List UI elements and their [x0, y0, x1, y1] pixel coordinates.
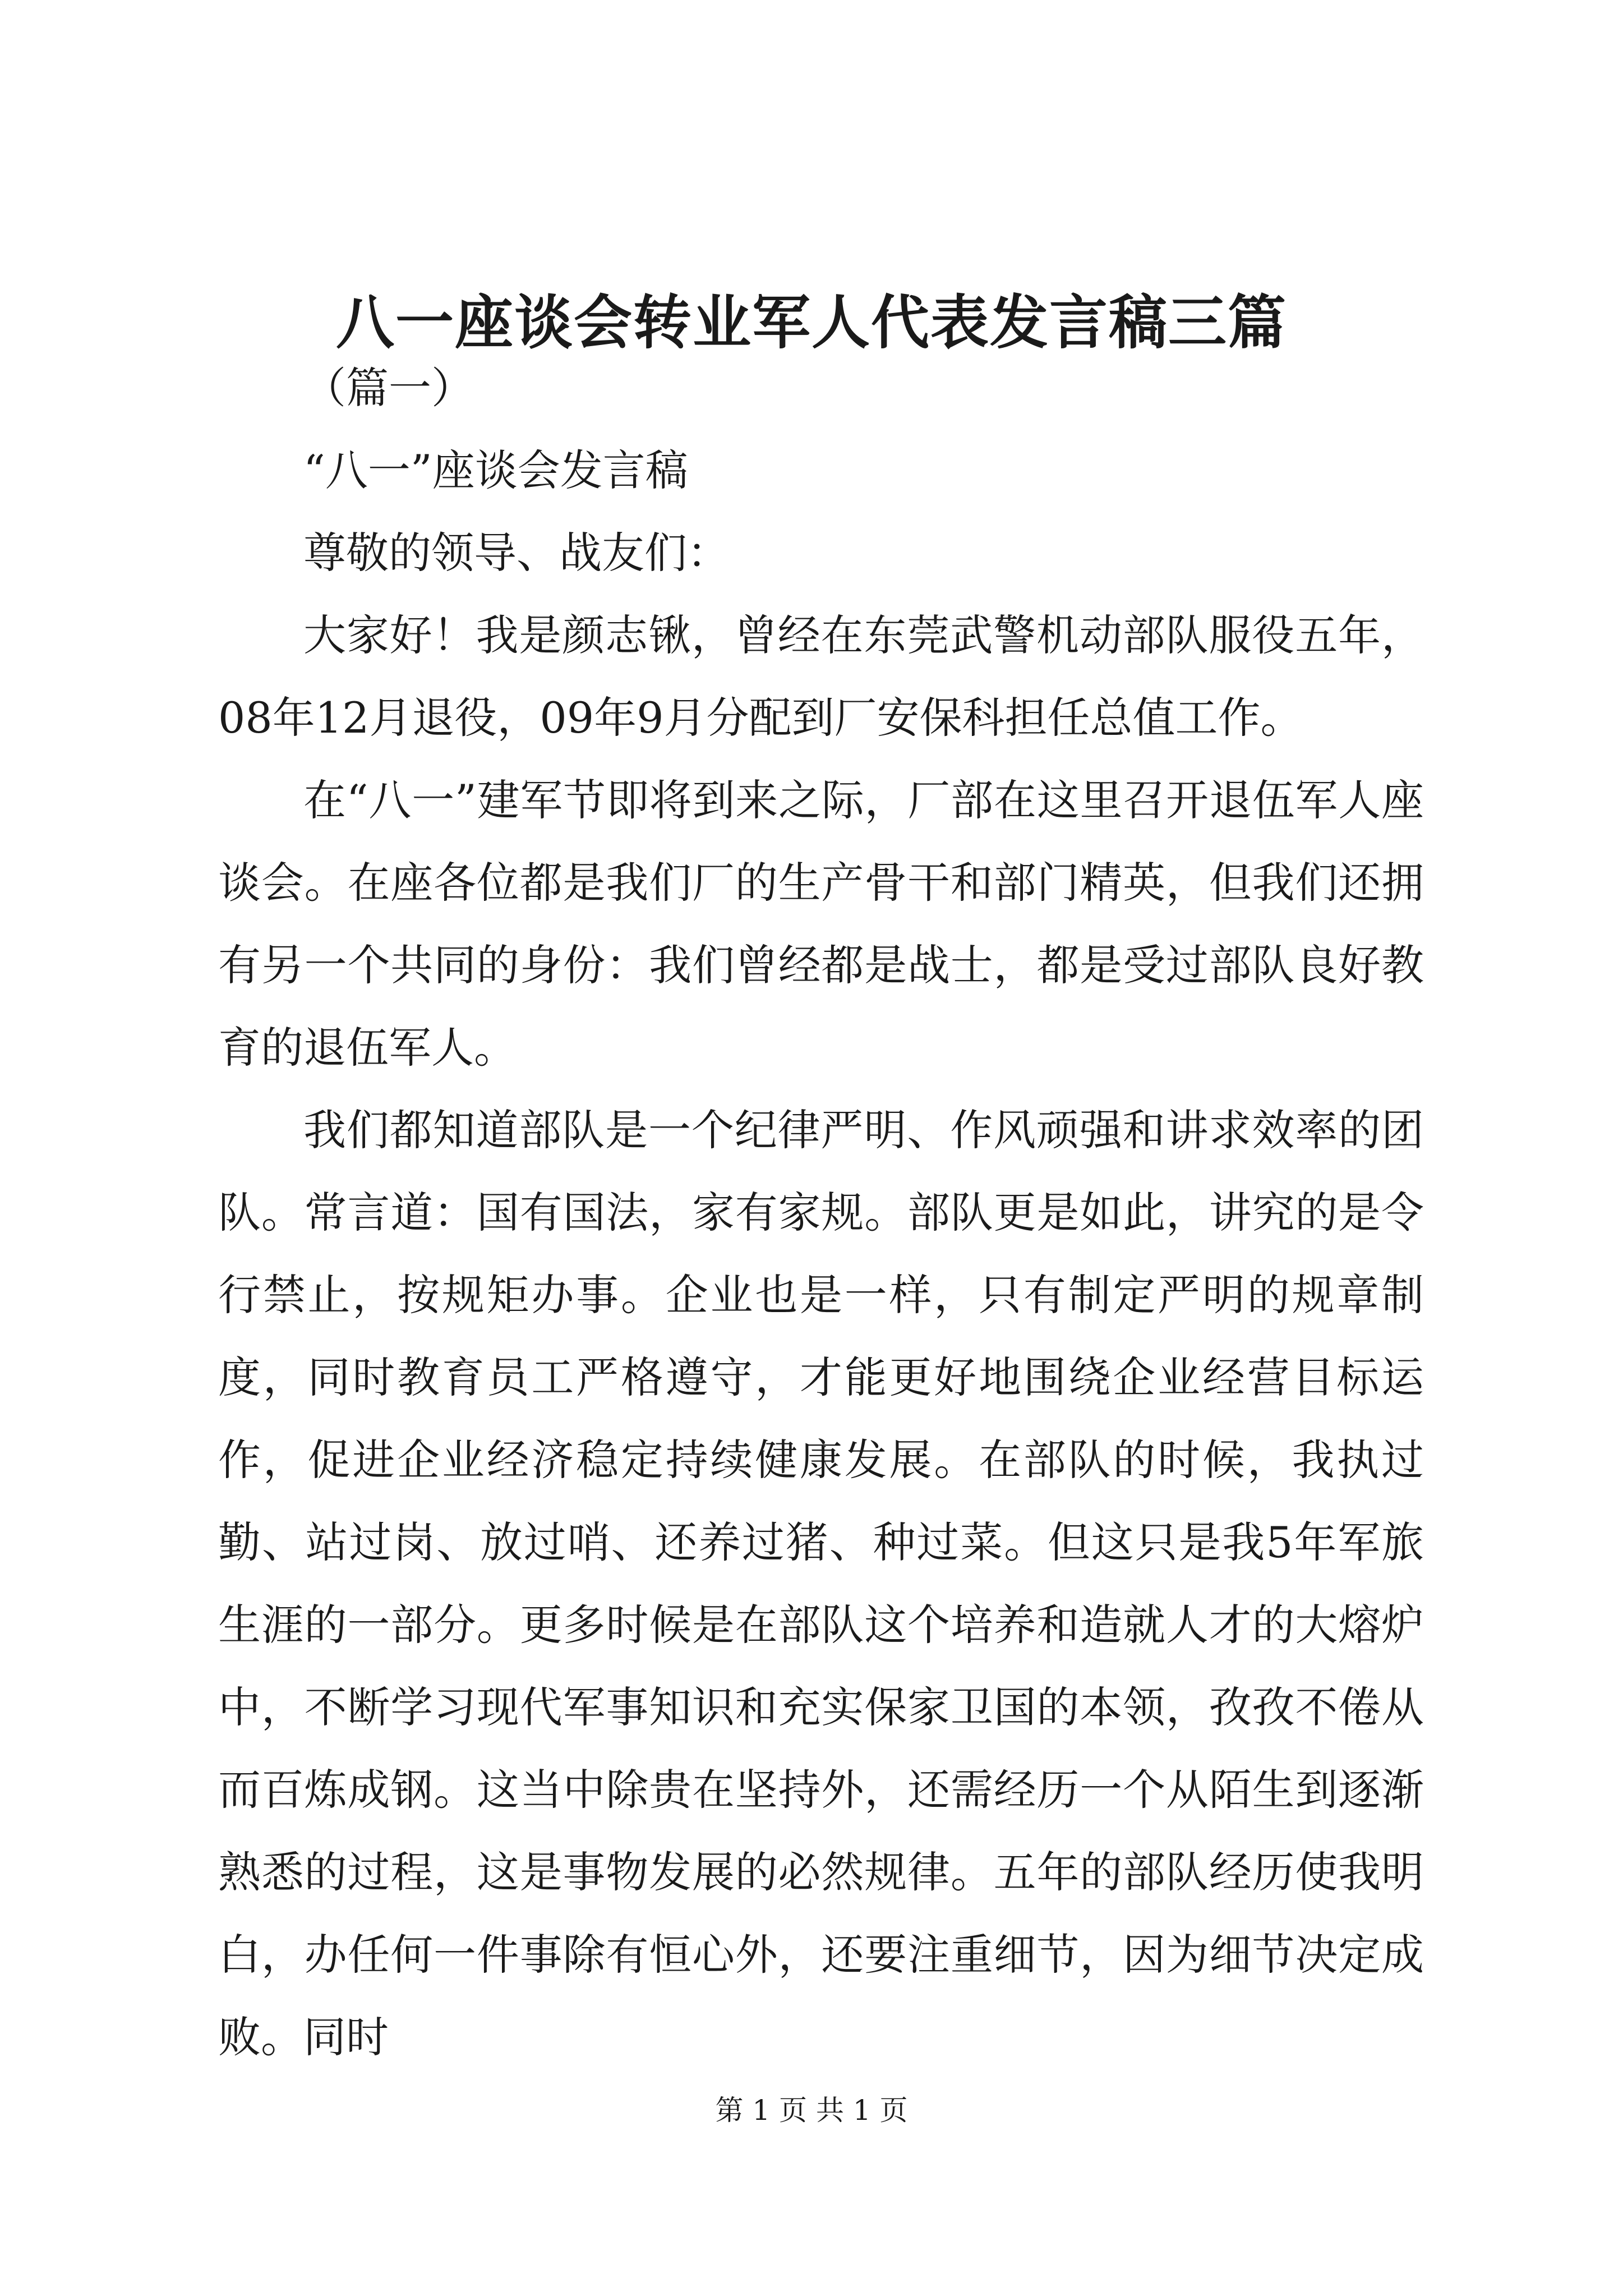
body-paragraph: 大家好！我是颜志锹，曾经在东莞武警机动部队服役五年，08年12月退役，09年9月分配到厂安保科担任总值工作。: [218, 610, 1424, 743]
document-body: [218, 347, 1424, 2078]
section-label: （篇一）: [303, 363, 474, 413]
body-paragraph: 我们都知道部队是一个纪律严明、作风顽强和讲求效率的团队。常言道：国有国法，家有家规。部队更是如此，讲究的是令行禁止，按规矩办事。企业也是一样，只有制定严明的规章制度，同时教育员工严格遵守，才能更好地围绕企业经营目标运作，促进企业经济稳定持续健康发展。在部队的时候，我执过勤、站过岗、放过哨、还养过猪、种过菜。但这只是我5年军旅生涯的一部分。更多时候是在部队这个培养和造就人才的大熔炉中，不断学习现代军事知识和充实保家卫国的本领，孜孜不倦从而百炼成钢。这当中除贵在坚持外，还需经历一个从陌生到逐渐熟悉的过程，这是事物发展的必然规律。五年的部队经历使我明白，办任何一件事除有恒心外，还要注重细节，因为细节决定成败。同时: [218, 1105, 1424, 2062]
page-footer: 第 1 页 共 1 页: [715, 2094, 908, 2127]
document-title: 八一座谈会转业军人代表发言稿三篇: [335, 288, 1287, 357]
speech-heading: “八一”座谈会发言稿: [303, 445, 688, 495]
body-paragraph: 在“八一”建军节即将到来之际，厂部在这里召开退伍军人座谈会。在座各位都是我们厂的生产骨干和部门精英，但我们还拥有另一个共同的身份：我们曾经都是战士，都是受过部队良好教育的退伍军人。: [218, 775, 1424, 1073]
salutation: 尊敬的领导、战友们：: [303, 528, 730, 578]
